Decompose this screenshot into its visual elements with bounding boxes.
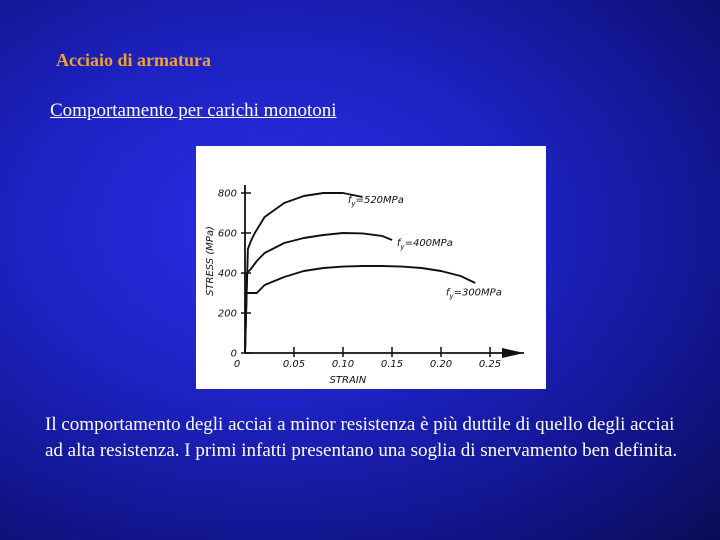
y-tick-label-3: 600 (217, 228, 237, 240)
x-tick-label-4: 0.20 (429, 359, 453, 370)
x-tick-label-5: 0.25 (478, 359, 502, 370)
x-tick-label-2: 0.10 (331, 359, 355, 370)
x-tick-label-0: 0 (233, 359, 241, 370)
chart-ticks (218, 189, 501, 371)
y-tick-label-4: 800 (217, 188, 237, 200)
x-axis-title: STRAIN (329, 375, 367, 386)
y-tick-label-1: 200 (217, 308, 237, 320)
slide-subtitle: Comportamento per carichi monotoni (50, 100, 337, 121)
series-label-2: $f_y=400MPa$ (396, 238, 453, 251)
x-axis-arrow (502, 348, 524, 358)
series-line-3 (245, 266, 475, 353)
series-label-3: $f_y=300MPa$ (445, 287, 502, 301)
y-tick-label-2: 400 (217, 268, 237, 280)
chart-axes (245, 185, 524, 358)
y-tick-label-0: 0 (230, 348, 237, 360)
y-axis-title: STRESS (MPa) (205, 226, 216, 296)
slide-title: Acciaio di armatura (56, 50, 211, 70)
series-line-2 (245, 233, 392, 353)
body-text: Il comportamento degli acciai a minor resistenza è più duttile di quello degli acciai ad alta resistenza. I primi infatti presentano una soglia di snervamento ben definita. (45, 414, 678, 461)
x-tick-label-1: 0.05 (282, 359, 306, 370)
chart-curves (245, 193, 475, 353)
chart-svg (196, 146, 546, 389)
series-label-1: $f_y=520MPa$ (347, 195, 404, 208)
stress-strain-chart (196, 146, 546, 389)
x-tick-label-3: 0.15 (380, 359, 404, 370)
chart-labels (205, 195, 502, 386)
series-line-1 (245, 193, 363, 353)
